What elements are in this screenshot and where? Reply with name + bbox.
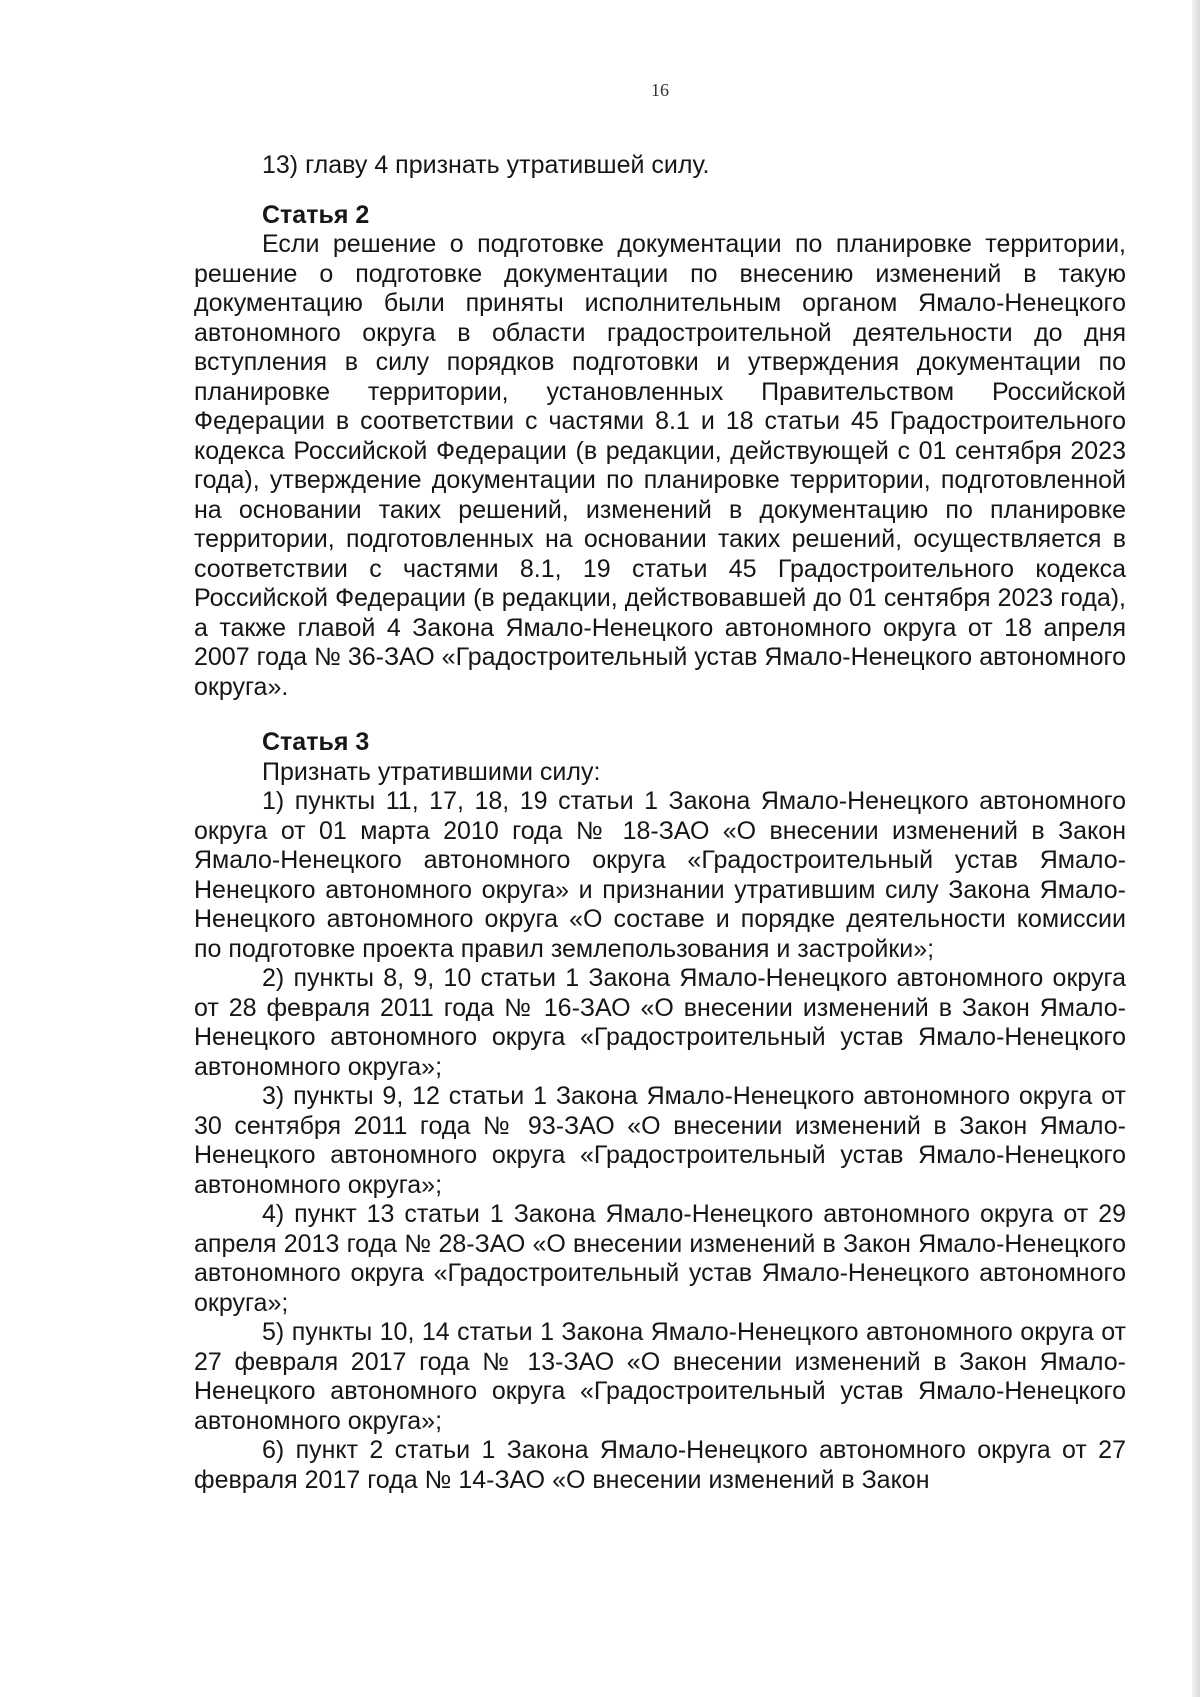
article-2-text: Если решение о подготовке документации по планировке территории, решение о подготовке документации по внесению изменений в такую документацию были приняты исполнительным органом Ямало-Ненецкого автономного округа в области градостроительной деятельности до дня вступления в силу порядков подготовки и утверждения документации по планировке территории, установленных Правительством Российской Федерации в соответствии с частями 8.1 и 18 статьи 45 Градостроительного кодекса Российской Федерации (в редакции, действующей с 01 сентября 2023 года), утверждение документации по планировке территории, подготовленной на основании таких решений, изменений в документацию по планировке территории, подготовленных на основании таких решений, осуществляется в соответствии с частями 8.1, 19 статьи 45 Градостроительного кодекса Российской Федерации (в редакции, действовавшей до 01 сентября 2023 года), а также главой 4 Закона Ямало-Ненецкого автономного округа от 18 апреля 2007 года № 36-ЗАО «Градостроительный устав Ямало-Ненецкого автономного округа».: [194, 230, 1126, 701]
article-2-heading: Статья 2: [262, 200, 370, 229]
list-item: 6) пункт 2 статьи 1 Закона Ямало-Ненецкого автономного округа от 27 февраля 2017 года № 14-ЗАО «О внесении изменений в Закон: [194, 1436, 1126, 1494]
list-item: 4) пункт 13 статьи 1 Закона Ямало-Ненецкого автономного округа от 29 апреля 2013 года № 28-ЗАО «О внесении изменений в Закон Ямало-Ненецкого автономного округа «Градостроительный устав Ямало-Ненецкого автономного округа»;: [194, 1200, 1126, 1317]
document-body: [194, 151, 1126, 1495]
list-item: 3) пункты 9, 12 статьи 1 Закона Ямало-Ненецкого автономного округа от 30 сентября 2011 года № 93-ЗАО «О внесении изменений в Закон Ямало-Ненецкого автономного округа «Градостроительный устав Ямало-Ненецкого автономного округа»;: [194, 1082, 1126, 1199]
list-item: 1) пункты 11, 17, 18, 19 статьи 1 Закона Ямало-Ненецкого автономного округа от 01 марта 2010 года № 18-ЗАО «О внесении изменений в Закон Ямало-Ненецкого автономного округа «Градостроительный устав Ямало-Ненецкого автономного округа» и признании утратившим силу Закона Ямало-Ненецкого автономного округа «О составе и порядке деятельности комиссии по подготовке проекта правил землепользования и застройки»;: [194, 787, 1126, 963]
article-3-intro: Признать утратившими силу:: [262, 757, 601, 786]
list-item-13: 13) главу 4 признать утратившей силу.: [262, 151, 710, 179]
list-item: 5) пункты 10, 14 статьи 1 Закона Ямало-Ненецкого автономного округа от 27 февраля 2017 года № 13-ЗАО «О внесении изменений в Закон Ямало-Ненецкого автономного округа «Градостроительный устав Ямало-Ненецкого автономного округа»;: [194, 1318, 1126, 1435]
page-number: 16: [651, 80, 669, 100]
list-item: 2) пункты 8, 9, 10 статьи 1 Закона Ямало-Ненецкого автономного округа от 28 февраля 2011 года № 16-ЗАО «О внесении изменений в Закон Ямало-Ненецкого автономного округа «Градостроительный устав Ямало-Ненецкого автономного округа»;: [194, 964, 1126, 1081]
article-3-heading: Статья 3: [262, 728, 370, 756]
page-edge-shadow: [1192, 0, 1200, 1697]
